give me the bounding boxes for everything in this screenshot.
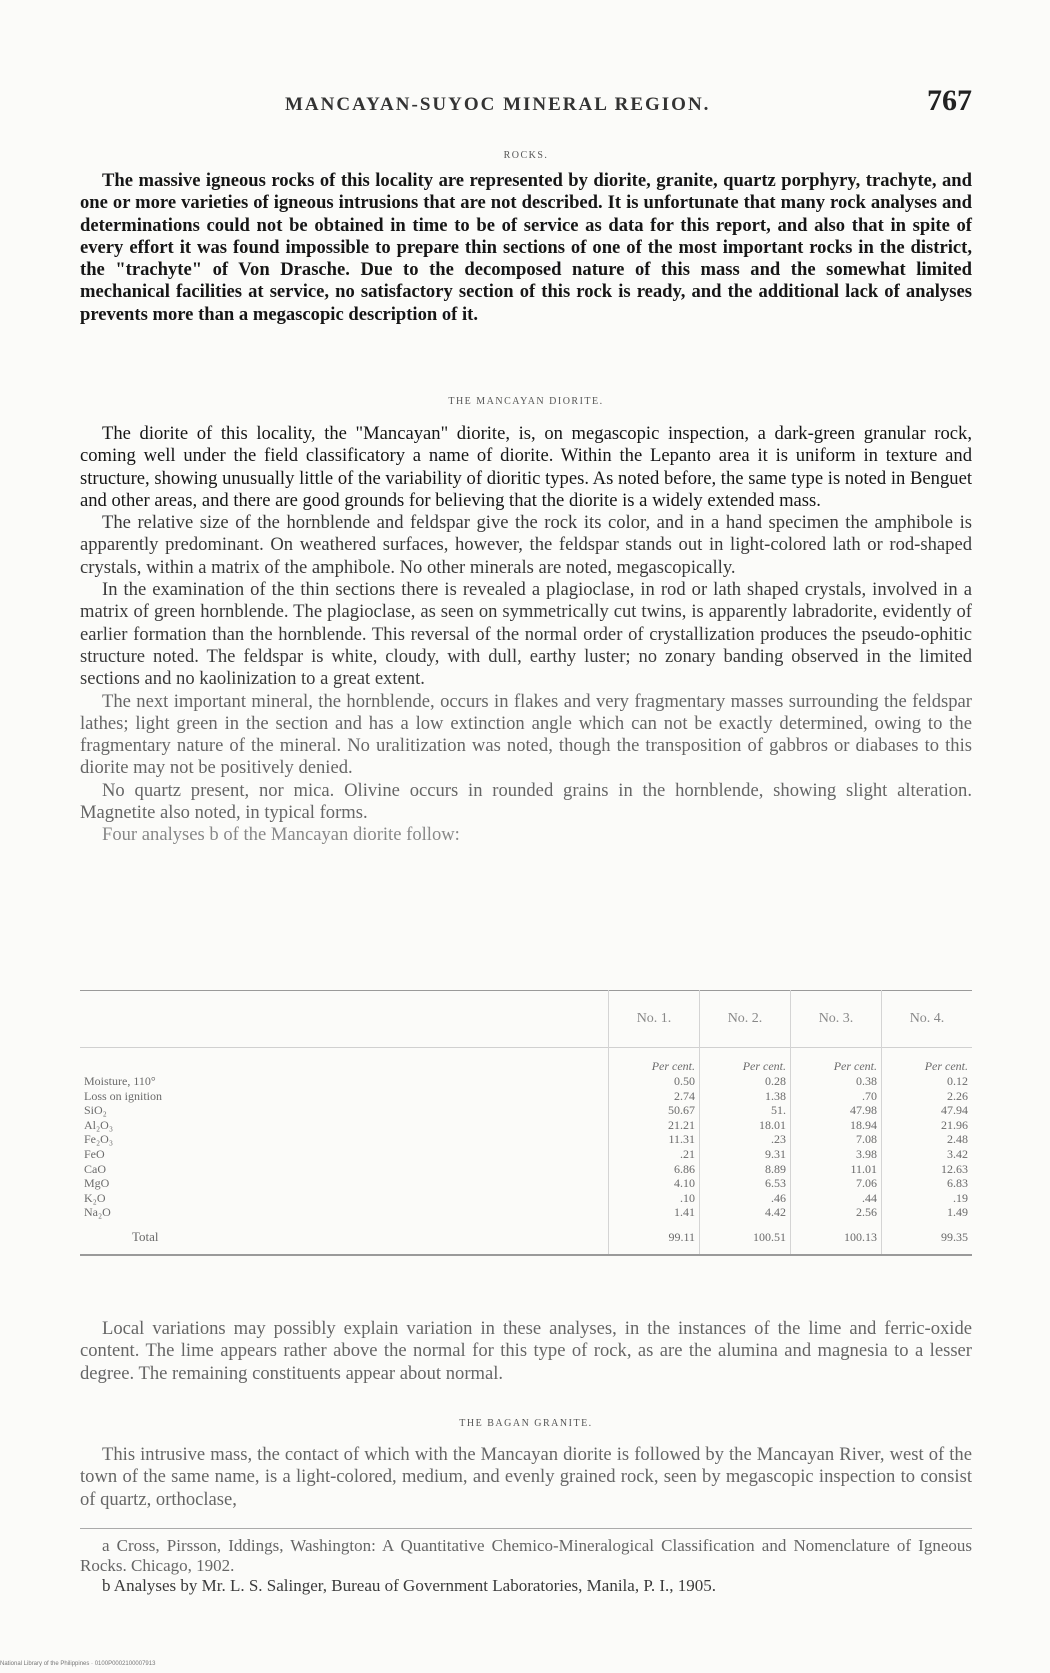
- page-number: 767: [927, 84, 972, 117]
- diorite-paragraph-4: The next important mineral, the hornblende, occurs in flakes and very fragmentary masses surrounding the feldspar lathes; light green in the section and has a low extinction angle which can not be exactly determined, owing to the fragmentary nature of the mineral. No uralitization was noted, though the transposition of gabbros or diabases to this diorite may not be positively denied.: [80, 690, 972, 779]
- column-header: No. 2.: [700, 991, 791, 1048]
- total-row: [80, 1220, 972, 1255]
- row-label: FeO: [84, 1146, 105, 1161]
- table-cell: .44: [791, 1191, 882, 1206]
- total-cell: 100.13: [791, 1220, 882, 1255]
- table-cell: 0.38: [791, 1074, 882, 1089]
- row-label: MgO: [84, 1176, 110, 1191]
- row-label: Fe₂O₃: [84, 1132, 114, 1147]
- granite-heading: THE BAGAN GRANITE.: [459, 1418, 593, 1429]
- table-row: [80, 1191, 972, 1206]
- table-cell: 21.21: [609, 1118, 700, 1133]
- table-row: [80, 1162, 972, 1177]
- table-row: [80, 1118, 972, 1133]
- row-label: Moisture, 110°: [84, 1074, 156, 1088]
- table-cell: 2.74: [609, 1089, 700, 1104]
- column-header: No. 1.: [609, 991, 700, 1048]
- row-label: Al₂O₃: [84, 1117, 114, 1132]
- table-cell: 4.10: [609, 1176, 700, 1191]
- table-cell: 2.26: [882, 1089, 973, 1104]
- table-body: [80, 1048, 972, 1255]
- analyses-table-wrap: [80, 990, 972, 1256]
- table-cell: 6.86: [609, 1162, 700, 1177]
- table-cell: .21: [609, 1147, 700, 1162]
- unit-cell: Per cent.: [882, 1048, 973, 1075]
- diorite-paragraph-3: In the examination of the thin sections there is revealed a plagioclase, in rod or lath shaped crystals, involved in a matrix of green hornblende. The plagioclase, as seen on symmetrically cut twins, is apparently labradorite, evidently of earlier formation than the hornblende. This reversal of the normal order of crystallization produces the pseudo-ophitic structure noted. The feldspar is white, cloudy, with dull, earthy luster; no zonary banding observed in the limited sections and no kaolinization to a great extent.: [80, 579, 972, 690]
- table-cell: 12.63: [882, 1162, 973, 1177]
- unit-cell: Per cent.: [791, 1048, 882, 1075]
- table-cell: 8.89: [700, 1162, 791, 1177]
- total-cell: 99.11: [609, 1220, 700, 1255]
- table-cell: 18.01: [700, 1118, 791, 1133]
- row-label: K₂O: [84, 1190, 106, 1205]
- running-head: [80, 84, 972, 122]
- table-row: [80, 1176, 972, 1191]
- unit-row-label: [80, 1048, 609, 1075]
- footnote-a: a Cross, Pirsson, Iddings, Washington: A Quantitative Chemico-Mineralogical Classification and Nomenclature of Igneous Rocks. Chicago, 1902.: [80, 1536, 972, 1575]
- table-cell: 3.42: [882, 1147, 973, 1162]
- footnote-rule: [80, 1528, 972, 1529]
- column-header: No. 4.: [882, 991, 973, 1048]
- footnotes: [80, 1536, 972, 1596]
- analyses-table: [80, 990, 972, 1256]
- table-cell: 11.31: [609, 1132, 700, 1147]
- table-cell: .23: [700, 1132, 791, 1147]
- footnote-b: b Analyses by Mr. L. S. Salinger, Bureau of Government Laboratories, Manila, P. I., 1905.: [102, 1576, 717, 1595]
- table-cell: 2.56: [791, 1205, 882, 1220]
- table-cell: 18.94: [791, 1118, 882, 1133]
- rocks-heading: ROCKS.: [503, 150, 549, 161]
- diorite-paragraph-5: No quartz present, nor mica. Olivine occurs in rounded grains in the hornblende, showing slight alteration. Magnetite also noted, in typical forms.: [80, 779, 972, 824]
- scan-strip: National Library of the Philippines · 0100P0002100007913: [0, 1661, 156, 1667]
- table-cell: 6.53: [700, 1176, 791, 1191]
- rocks-paragraph: The massive igneous rocks of this locality are represented by diorite, granite, quartz porphyry, trachyte, and one or more varieties of igneous intrusions that are not described. It is unfortunate that many rock analyses and determinations could not be obtained in time to be of service as data for this report, and also that in spite of every effort it was found impossible to prepare thin sections of one of the most important rocks in the district, the "trachyte" of Von Drasche. Due to the decomposed nature of this mass and the somewhat limited mechanical facilities at service, no satisfactory section of this rock is ready, and the additional lack of analyses prevents more than a megascopic description of it.: [80, 170, 972, 325]
- table-cell: 2.48: [882, 1132, 973, 1147]
- table-cell: 6.83: [882, 1176, 973, 1191]
- unit-cell: Per cent.: [609, 1048, 700, 1075]
- total-label: Total: [132, 1228, 159, 1244]
- table-cell: 0.50: [609, 1074, 700, 1089]
- table-cell: 0.28: [700, 1074, 791, 1089]
- table-cell: 0.12: [882, 1074, 973, 1089]
- table-cell: 4.42: [700, 1205, 791, 1220]
- table-row: [80, 1074, 972, 1089]
- after-table-paragraph: Local variations may possibly explain variation in these analyses, in the instances of the lime and ferric-oxide content. The lime appears rather above the normal for this type of rock, as are the alumina and magnesia to a lesser degree. The remaining constituents appear about normal.: [80, 1318, 972, 1384]
- column-header: No. 3.: [791, 991, 882, 1048]
- table-row: [80, 1103, 972, 1118]
- diorite-paragraph-2: The relative size of the hornblende and feldspar give the rock its color, and in a hand specimen the amphibole is apparently predominant. On weathered surfaces, however, the feldspar stands out in light-colored lath or rod-shaped crystals, within a matrix of the amphibole. No other minerals are noted, megascopically.: [80, 512, 972, 578]
- table-cell: .19: [882, 1191, 973, 1206]
- table-cell: 51.: [700, 1103, 791, 1118]
- row-label: Loss on ignition: [84, 1088, 163, 1103]
- table-row: [80, 1147, 972, 1162]
- table-rowhead: [80, 991, 609, 1048]
- diorite-paragraph-6: Four analyses b of the Mancayan diorite follow:: [102, 824, 460, 846]
- table-cell: 21.96: [882, 1118, 973, 1133]
- table-cell: 47.94: [882, 1103, 973, 1118]
- granite-paragraph: This intrusive mass, the contact of which with the Mancayan diorite is followed by the Mancayan River, west of the town of the same name, is a light-colored, medium, and evenly grained rock, seen by megascopic inspection to consist of quartz, orthoclase,: [80, 1444, 972, 1510]
- table-header-row: [80, 991, 972, 1048]
- running-title: MANCAYAN-SUYOC MINERAL REGION.: [285, 94, 711, 115]
- row-label: SiO₂: [84, 1103, 107, 1118]
- table-cell: 1.49: [882, 1205, 973, 1220]
- table-row: [80, 1132, 972, 1147]
- total-cell: 100.51: [700, 1220, 791, 1255]
- table-cell: 50.67: [609, 1103, 700, 1118]
- diorite-heading: THE MANCAYAN DIORITE.: [448, 396, 604, 407]
- table-row: [80, 1048, 972, 1075]
- table-row: [80, 1089, 972, 1104]
- table-cell: 7.08: [791, 1132, 882, 1147]
- table-cell: 47.98: [791, 1103, 882, 1118]
- table-cell: .10: [609, 1191, 700, 1206]
- diorite-section: [80, 423, 972, 847]
- row-label: Na₂O: [84, 1205, 111, 1220]
- table-cell: 3.98: [791, 1147, 882, 1162]
- table-row: [80, 1205, 972, 1220]
- table-cell: 1.38: [700, 1089, 791, 1104]
- table-cell: .46: [700, 1191, 791, 1206]
- table-cell: 7.06: [791, 1176, 882, 1191]
- table-cell: .70: [791, 1089, 882, 1104]
- table-cell: 11.01: [791, 1162, 882, 1177]
- diorite-paragraph-1: The diorite of this locality, the "Mancayan" diorite, is, on megascopic inspection, a dark-green granular rock, coming well under the field classificatory a name of diorite. Within the Lepanto area it is uniform in texture and structure, showing unusually little of the variability of dioritic types. As noted before, the same type is noted in Benguet and other areas, and there are good grounds for believing that the diorite is a widely extended mass.: [80, 423, 972, 511]
- table-cell: 9.31: [700, 1147, 791, 1162]
- row-label: CaO: [84, 1161, 106, 1176]
- total-cell: 99.35: [882, 1220, 973, 1255]
- table-cell: 1.41: [609, 1205, 700, 1220]
- unit-cell: Per cent.: [700, 1048, 791, 1075]
